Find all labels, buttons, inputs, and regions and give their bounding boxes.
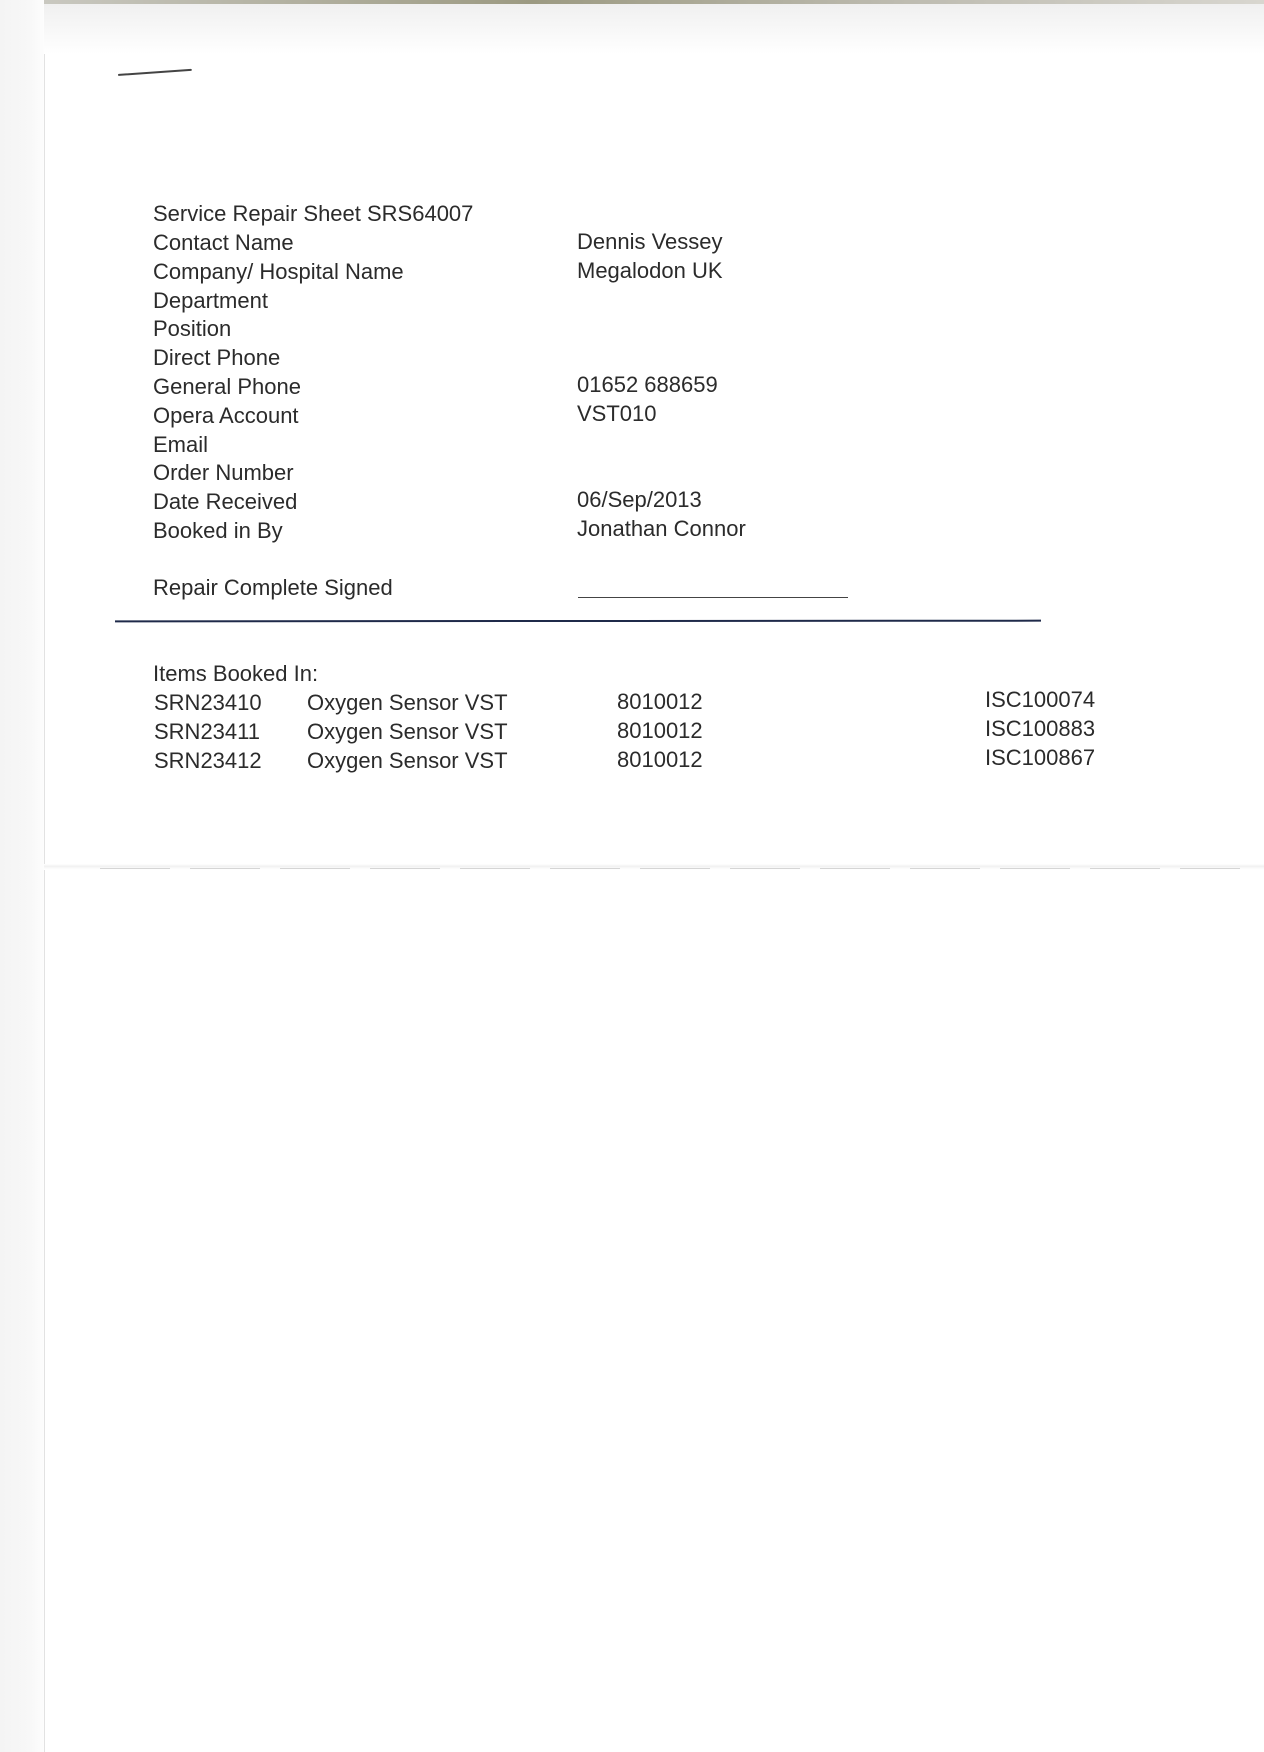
field-label-booked-in-by: Booked in By <box>153 518 283 543</box>
scan-edge-line <box>44 0 45 1752</box>
item-serial: ISC100074 <box>985 687 1096 712</box>
field-label-order-number: Order Number <box>153 460 294 485</box>
item-srn: SRN23412 <box>154 748 262 773</box>
item-description: Oxygen Sensor VST <box>307 748 508 773</box>
field-label-opera-account: Opera Account <box>153 403 299 428</box>
item-serial: ISC100867 <box>985 745 1096 770</box>
field-value-opera-account: VST010 <box>577 401 657 426</box>
item-part-number: 8010012 <box>617 747 703 772</box>
field-label-department: Department <box>153 288 268 313</box>
scan-top-shadow <box>44 4 1264 54</box>
field-label-date-received: Date Received <box>153 489 298 514</box>
item-part-number: 8010012 <box>617 718 703 743</box>
item-srn: SRN23411 <box>154 719 260 744</box>
item-serial: ISC100883 <box>985 716 1096 741</box>
item-srn: SRN23410 <box>154 690 262 715</box>
field-value-general-phone: 01652 688659 <box>577 372 718 397</box>
section-divider <box>115 620 1041 623</box>
pen-mark <box>118 69 192 76</box>
field-label-company: Company/ Hospital Name <box>153 259 404 284</box>
item-part-number: 8010012 <box>617 689 703 714</box>
field-value-date-received: 06/Sep/2013 <box>577 487 702 512</box>
page-fold-crease <box>100 868 1240 869</box>
page-fold <box>44 864 1264 870</box>
sheet-title: Service Repair Sheet SRS64007 <box>153 201 474 226</box>
signature-line <box>578 597 848 598</box>
signature-label: Repair Complete Signed <box>153 575 393 600</box>
field-value-company: Megalodon UK <box>577 258 723 283</box>
item-description: Oxygen Sensor VST <box>307 719 508 744</box>
item-description: Oxygen Sensor VST <box>307 690 508 715</box>
scan-left-margin <box>0 0 44 1752</box>
field-label-direct-phone: Direct Phone <box>153 345 281 370</box>
field-value-contact-name: Dennis Vessey <box>577 229 723 254</box>
field-value-booked-in-by: Jonathan Connor <box>577 516 746 541</box>
field-label-position: Position <box>153 316 232 341</box>
field-label-contact-name: Contact Name <box>153 230 294 255</box>
field-label-email: Email <box>153 432 209 457</box>
field-label-general-phone: General Phone <box>153 374 301 399</box>
items-heading: Items Booked In: <box>153 661 319 686</box>
